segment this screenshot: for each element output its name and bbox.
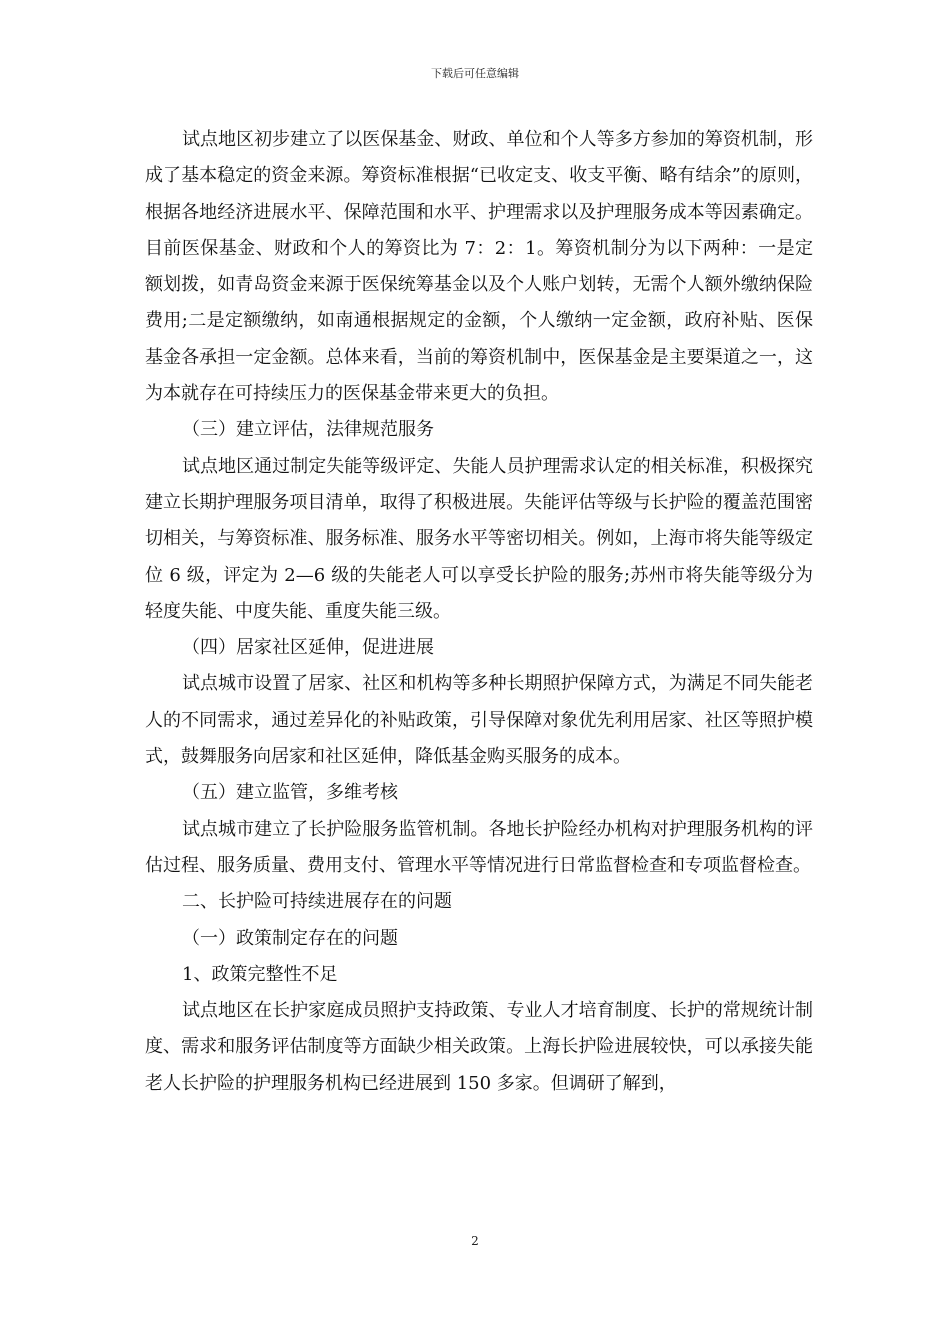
section-heading-policy-problems: （一）政策制定存在的问题 bbox=[182, 927, 398, 949]
page-number: 2 bbox=[471, 1234, 479, 1248]
subsection-heading-policy-completeness: 1、政策完整性不足 bbox=[182, 963, 338, 985]
section-heading-evaluation: （三）建立评估，法律规范服务 bbox=[182, 419, 434, 441]
paragraph-evaluation: 试点地区通过制定失能等级评定、失能人员护理需求认定的相关标准，积极探究建立长期护理服务项目清单，取得了积极进展。失能评估等级与长护险的覆盖范围密切相关，与筹资标准、服务标准、服务水平等密切相关。例如，上海市将失能等级定位 6 级，评定为 2—6 级的失能老人可以享受长护险的服务;苏州市将失能等级分为轻度失能、中度失能、重度失能三级。 bbox=[145, 455, 813, 622]
section-heading-supervision: （五）建立监管，多维考核 bbox=[182, 782, 398, 804]
chapter-heading-problems: 二、长护险可持续进展存在的问题 bbox=[182, 891, 452, 913]
paragraph-funding-mechanism: 试点地区初步建立了以医保基金、财政、单位和个人等多方参加的筹资机制，形成了基本稳定的资金来源。筹资标准根据“已收定支、收支平衡、略有结余”的原则，根据各地经济进展水平、保障范围和水平、护理需求以及护理服务成本等因素确定。目前医保基金、财政和个人的筹资比为 7：2：1。筹资机制分为以下两种：一是定额划拨，如青岛资金来源于医保统筹基金以及个人账户划转，无需个人额外缴纳保险费用;二是定额缴纳，如南通根据规定的金额，个人缴纳一定金额，政府补贴、医保基金各承担一定金额。总体来看，当前的筹资机制中，医保基金是主要渠道之一，这为本就存在可持续压力的医保基金带来更大的负担。 bbox=[145, 129, 813, 405]
paragraph-supervision: 试点城市建立了长护险服务监管机制。各地长护险经办机构对护理服务机构的评估过程、服务质量、费用支付、管理水平等情况进行日常监督检查和专项监督检查。 bbox=[145, 818, 813, 876]
paragraph-policy-completeness: 试点地区在长护家庭成员照护支持政策、专业人才培育制度、长护的常规统计制度、需求和服务评估制度等方面缺少相关政策。上海长护险进展较快，可以承接失能老人长护险的护理服务机构已经进展到 150 多家。但调研了解到， bbox=[145, 1000, 813, 1094]
paragraph-community-extension: 试点城市设置了居家、社区和机构等多种长期照护保障方式，为满足不同失能老人的不同需求，通过差异化的补贴政策，引导保障对象优先利用居家、社区等照护模式，鼓舞服务向居家和社区延伸，降低基金购买服务的成本。 bbox=[145, 673, 813, 768]
section-heading-community-extension: （四）居家社区延伸，促进进展 bbox=[182, 637, 434, 659]
document-body bbox=[145, 122, 813, 1102]
page-header: 下载后可任意编辑 bbox=[431, 67, 519, 80]
